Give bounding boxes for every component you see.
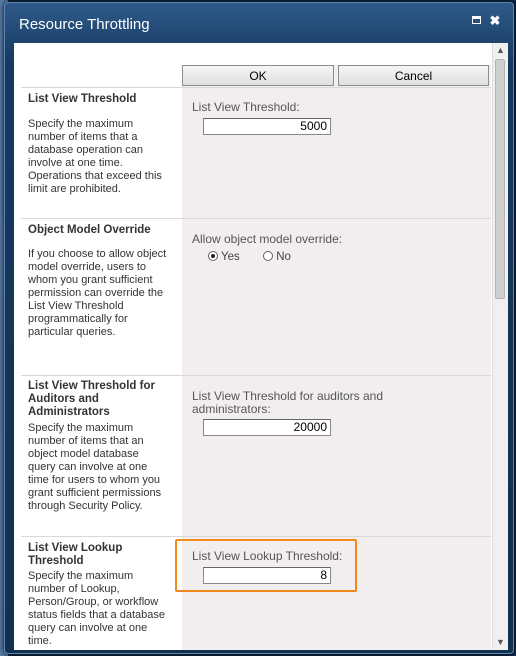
lookup-threshold-label: List View Lookup Threshold:: [192, 549, 343, 563]
radio-yes[interactable]: [208, 251, 240, 263]
scroll-up-icon[interactable]: ▲: [496, 45, 505, 55]
section-divider: [21, 536, 491, 537]
vertical-scrollbar[interactable]: [492, 43, 508, 650]
highlight-box: [175, 539, 357, 592]
scroll-down-icon[interactable]: ▼: [496, 637, 505, 647]
radio-no[interactable]: [263, 251, 291, 263]
close-icon[interactable]: ✖: [489, 13, 501, 28]
auditors-threshold-label: List View Threshold for auditors and administrators:: [192, 389, 383, 416]
section-divider: [21, 87, 491, 88]
section-divider: [21, 375, 491, 376]
section-title-lookup-threshold: List View Lookup Threshold: [28, 542, 123, 567]
cancel-button[interactable]: Cancel: [338, 65, 489, 86]
section-title-auditors-threshold: List View Threshold for Auditors and Administrators: [28, 380, 155, 418]
lookup-threshold-input[interactable]: 8: [203, 567, 331, 584]
radio-yes-selected-icon: [208, 251, 218, 261]
dialog-content: [14, 43, 508, 650]
scrollbar-thumb[interactable]: [495, 59, 505, 299]
section-title-list-view-threshold: List View Threshold: [28, 93, 137, 105]
radio-yes-label: Yes: [221, 251, 240, 263]
auditors-threshold-input[interactable]: 20000: [203, 419, 331, 436]
list-view-threshold-label: List View Threshold:: [192, 100, 300, 114]
section-description-lookup-threshold: Specify the maximum number of Lookup, Person/Group, or workflow status fields that a database query can involve at one time.: [28, 570, 165, 647]
ok-button[interactable]: OK: [182, 65, 334, 86]
section-title-object-model-override: Object Model Override: [28, 224, 151, 236]
section-description-list-view-threshold: Specify the maximum number of items that a database operation can involve at one time. Operations that exceed this limit are prohibited.: [28, 118, 162, 195]
maximize-icon[interactable]: [471, 15, 483, 27]
section-divider: [21, 218, 491, 219]
section-description-auditors-threshold: Specify the maximum number of items that an object model database query can involve at one time for users to whom you grant sufficient permissions through Security Policy.: [28, 422, 162, 512]
button-bar: [14, 43, 491, 88]
dialog-title: Resource Throttling: [19, 16, 150, 33]
list-view-threshold-input[interactable]: 5000: [203, 118, 331, 135]
dialog-title-bar: [5, 3, 513, 43]
resource-throttling-dialog: [4, 2, 514, 654]
section-description-object-model-override: If you choose to allow object model override, users to whom you grant sufficient permission can override the List View Threshold programmatically for particular queries.: [28, 248, 167, 338]
radio-no-unselected-icon: [263, 251, 273, 261]
object-model-override-label: Allow object model override:: [192, 232, 343, 246]
radio-no-label: No: [276, 251, 291, 263]
